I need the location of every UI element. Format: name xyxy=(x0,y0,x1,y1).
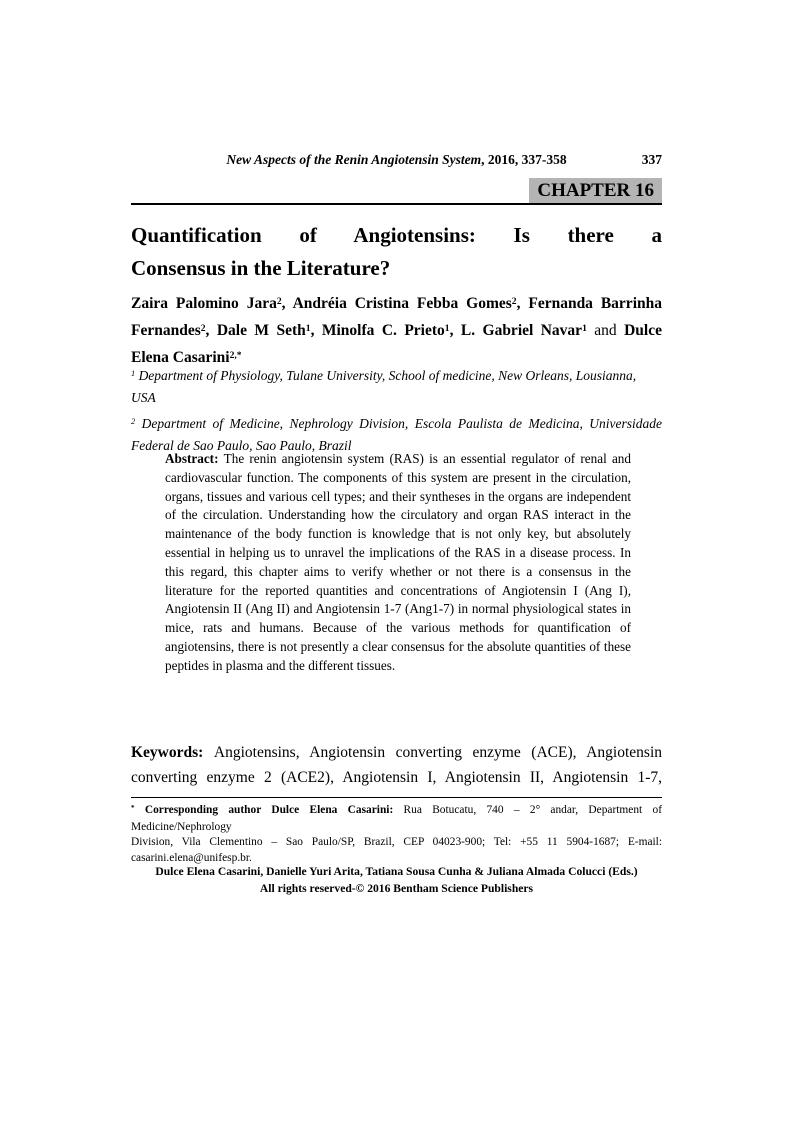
chapter-title-line: Quantification of Angiotensins: Is there a xyxy=(131,223,662,247)
abstract-line: maintenance of the body function is knowledge that is not only key, but absolutely xyxy=(165,526,631,542)
authors-line: Elena Casarini$^{2,*}$ xyxy=(131,349,242,366)
footer-line: Dulce Elena Casarini, Danielle Yuri Arita, Tatiana Sousa Cunha & Juliana Almada Colucci (Eds.) xyxy=(155,865,638,878)
footnote-line: Division, Vila Clementino – Sao Paulo/SP, Brazil, CEP 04023-900; Tel: +55 11 5904-1687; E-mail: xyxy=(131,836,662,849)
corresponding-author-footnote xyxy=(131,803,662,866)
abstract-line: essential in helping us to unravel the implications of the RAS in a disease process. In xyxy=(165,544,631,560)
authors xyxy=(131,291,662,372)
affiliation-line: $^1$ Department of Physiology, Tulane University, School of medicine, New Orleans, Lousianna, USA xyxy=(131,368,637,405)
abstract-line: Angiotensin II (Ang II) and Angiotensin 1-7 (Ang1-7) in normal physiological states in xyxy=(165,601,631,617)
footnote-line: * Corresponding author Dulce Elena Casarini: Rua Botucatu, 740 – 2° andar, Department of Medicine/Nephrology xyxy=(131,803,662,833)
page-number: 337 xyxy=(641,152,662,167)
chapter-title xyxy=(131,219,662,285)
keywords-line: Keywords: Angiotensins, Angiotensin converting enzyme (ACE), Angiotensin xyxy=(131,744,662,761)
abstract-line: Abstract: The renin angiotensin system (RAS) is an essential regulator of renal and xyxy=(165,451,631,466)
abstract-line: peptides in plasma and the different tissues. xyxy=(165,657,396,673)
abstract-line: cardiovascular function. The components of this system are present in the circulation, xyxy=(165,469,631,485)
abstract-line: mice, rats and humans. Because of the various methods for quantification of xyxy=(165,620,631,636)
abstract-line: angiotensins, there is not presently a clear consensus for the absolute quantities of these xyxy=(165,638,631,654)
affiliation-line: Federal de Sao Paulo, Sao Paulo, Brazil xyxy=(131,438,352,453)
footer-line: All rights reserved-© 2016 Bentham Science Publishers xyxy=(259,881,534,895)
abstract-line: of the circulation. Understanding how the circulatory and organ RAS interact in the xyxy=(165,507,631,523)
footnote-rule xyxy=(131,797,662,798)
keywords-line: converting enzyme 2 (ACE2), Angiotensin I, Angiotensin II, Angiotensin 1-7, xyxy=(131,769,662,786)
keywords xyxy=(131,740,662,790)
authors-line: Fernandes$^2$, Dale M Seth$^1$, Minolfa C. Prieto$^1$, L. Gabriel Navar$^1$ and Dulce xyxy=(131,322,662,339)
running-header xyxy=(131,151,662,168)
running-title-rest: , 2016, 337-358 xyxy=(481,152,567,167)
running-title-italic: New Aspects of the Renin Angiotensin System xyxy=(226,152,482,167)
chapter-badge: CHAPTER 16 xyxy=(529,178,662,205)
abstract-line: organs, tissues and various cell types; and their syntheses in the organs are independent xyxy=(165,488,631,504)
chapter-title-line: Consensus in the Literature? xyxy=(131,256,391,280)
editors-copyright-footer xyxy=(131,864,662,897)
abstract-line: this regard, this chapter aims to verify whether or not there is a consensus in the xyxy=(165,563,631,579)
abstract-line: literature for the reported quantities and concentrations of Angiotensin I (Ang I), xyxy=(165,582,631,598)
abstract xyxy=(165,450,631,676)
header-rule xyxy=(131,203,662,205)
authors-line: Zaira Palomino Jara$^2$, Andréia Cristina Febba Gomes$^2$, Fernanda Barrinha xyxy=(131,295,662,312)
footnote-line: casarini.elena@unifesp.br. xyxy=(131,851,252,864)
affiliation-line: $^2$ Department of Medicine, Nephrology Division, Escola Paulista de Medicina, Universidade xyxy=(131,416,662,431)
affiliations xyxy=(131,366,662,456)
